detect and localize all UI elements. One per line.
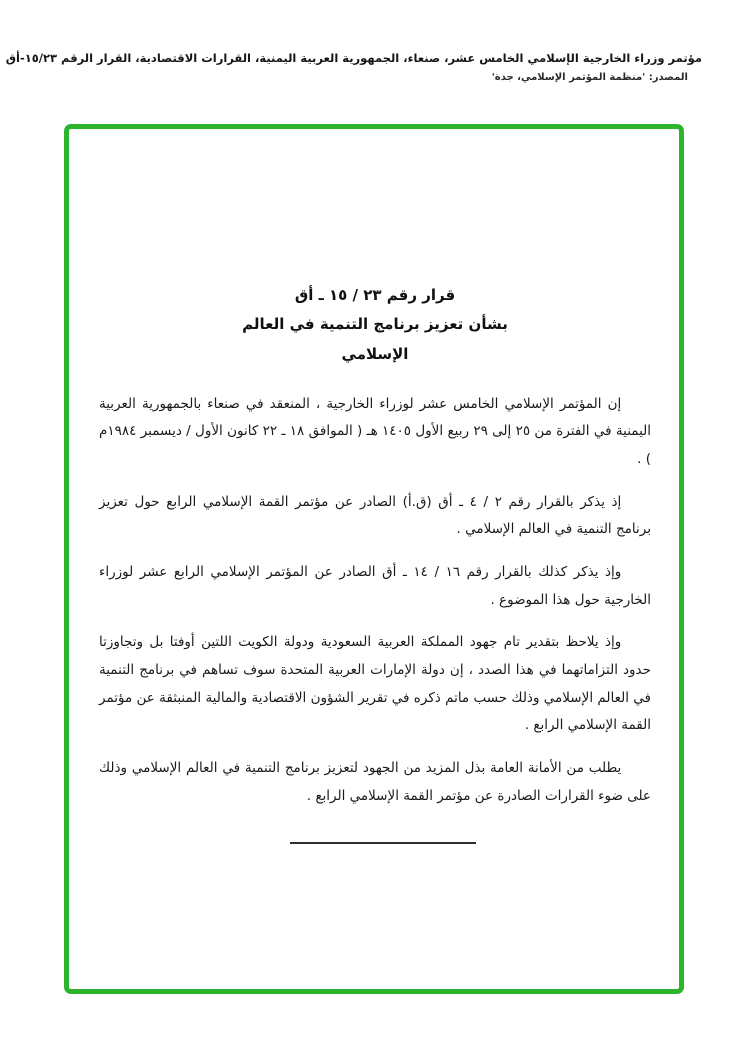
paragraph-noting-contributions: وإذ يلاحظ بتقدير تام جهود المملكة العربية السعودية ودولة الكويت اللتين أوفتا بل وتجاوزتا حدود التزاماتهما في هذا الصدد ، إن دولة الإمارات العربية المتحدة سوف تساهم في برنامج التنمية في العالم الإسلامي وذلك حسب ماتم ذكره في تقرير الشؤون الاقتصادية والمالية المنبثقة عن مؤتمر القمة الإسلامي الرابع . <box>99 634 651 734</box>
resolution-subject: بشأن تعزيز برنامج التنمية في العالم <box>242 315 508 334</box>
paragraph-recalling-ministers-resolution: وإذ يذكر كذلك بالقرار رقم ١٦ / ١٤ ـ أق الصادر عن المؤتمر الإسلامي الرابع عشر لوزراء الخارجية حول هذا الموضوع . <box>99 564 651 608</box>
citation-title-line: مؤتمر وزراء الخارجية الإسلامي الخامس عشر، صنعاء، الجمهورية العربية اليمنية، القرارات الاقتصادية، القرار الرقم ١٥/٢٣-أق <box>5 51 702 65</box>
paragraph-recalling-summit-resolution: إذ يذكر بالقرار رقم ٢ / ٤ ـ أق (ق.أ) الصادر عن مؤتمر القمة الإسلامي الرابع حول تعزيز برنامج التنمية في العالم الإسلامي . <box>99 493 651 538</box>
resolution-title-block <box>99 281 651 369</box>
document-frame <box>64 124 684 994</box>
paragraph-preamble: إن المؤتمر الإسلامي الخامس عشر لوزراء الخارجية ، المنعقد في صنعاء بالجمهورية العربية اليمنية في الفترة من ٢٥ إلى ٢٩ ربيع الأول ١٤٠٥ هـ ( الموافق ١٨ ـ ٢٢ كانون الأول / ديسمبر ١٩٨٤م ) . <box>99 395 652 468</box>
document-page <box>69 129 679 989</box>
citation-source-line: المصدر: 'منظمة المؤتمر الإسلامي، جدة' <box>491 72 688 84</box>
resolution-number: قرار رقم ٢٣ / ١٥ ـ أق <box>294 286 456 304</box>
resolution-subject-continued: الإسلامي <box>341 344 409 363</box>
paragraph-request-secretariat: يطلب من الأمانة العامة بذل المزيد من الجهود لتعزيز برنامج التنمية في العالم الإسلامي وذلك على ضوء القرارات الصادرة عن مؤتمر القمة الإسلامي الرابع . <box>99 760 651 804</box>
citation-header <box>5 50 702 84</box>
end-divider <box>290 842 476 844</box>
